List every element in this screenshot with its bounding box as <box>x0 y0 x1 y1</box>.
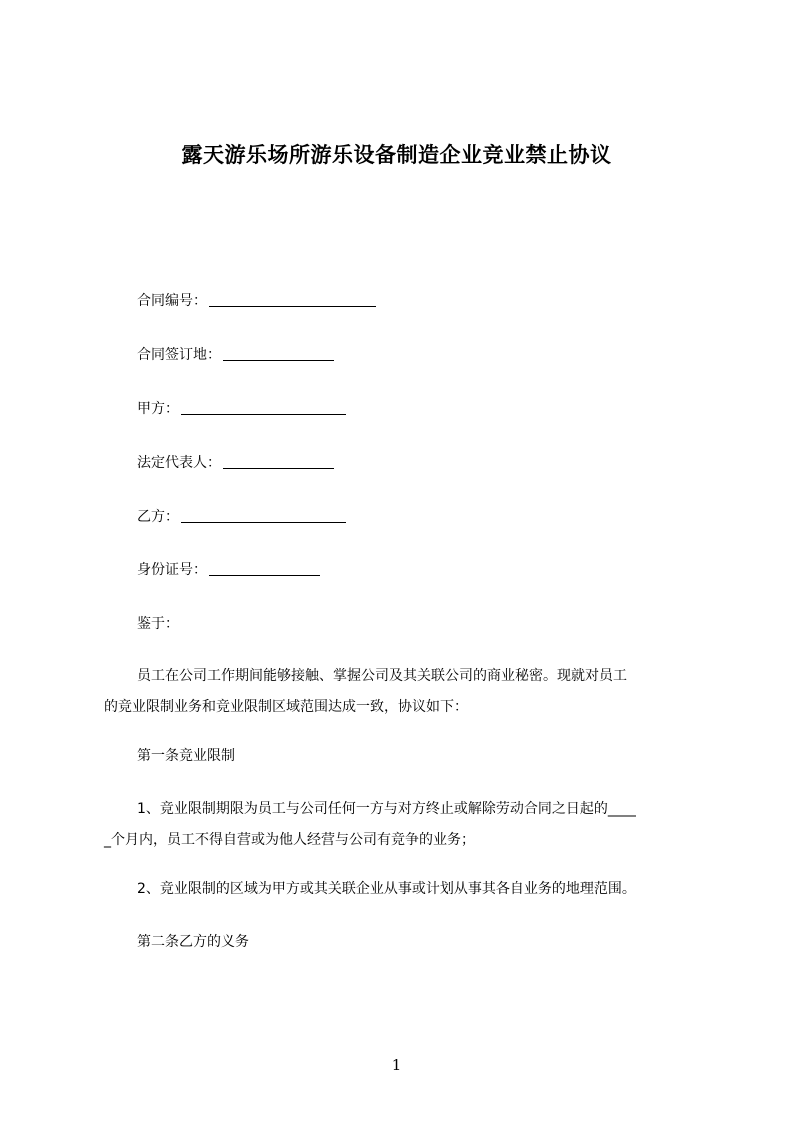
party-a-blank <box>181 400 346 415</box>
clause-1-line-1: 1、竞业限制期限为员工与公司任何一方与对方终止或解除劳动合同之日起的____ <box>137 801 636 817</box>
contract-place-field <box>137 345 334 365</box>
clause-1-line-2: _个月内，员工不得自营或为他人经营与公司有竞争的业务； <box>104 832 475 848</box>
article-1-clause-1 <box>104 799 704 850</box>
legal-representative-field <box>137 453 334 473</box>
id-number-field <box>137 560 320 580</box>
page-number: 1 <box>391 1056 402 1074</box>
legal-representative-blank <box>223 454 334 469</box>
party-b-label: 乙方： <box>137 509 179 525</box>
contract-number-blank <box>209 292 376 307</box>
party-a-field <box>137 399 346 419</box>
legal-representative-label: 法定代表人： <box>137 455 221 471</box>
intro-paragraph <box>104 666 704 717</box>
id-number-label: 身份证号： <box>137 562 207 578</box>
intro-line-2: 的竞业限制业务和竞业限制区域范围达成一致，协议如下： <box>104 699 468 715</box>
contract-number-label: 合同编号： <box>137 293 207 309</box>
document-title: 露天游乐场所游乐设备制造企业竞业禁止协议 <box>181 143 612 167</box>
article-2-heading: 第二条乙方的义务 <box>137 934 249 950</box>
party-a-label: 甲方： <box>137 401 179 417</box>
article-1-clause-2: 2、竞业限制的区域为甲方或其关联企业从事或计划从事其各自业务的地理范围。 <box>137 881 636 897</box>
contract-number-field <box>137 291 376 311</box>
article-1-heading: 第一条竞业限制 <box>137 748 235 764</box>
party-b-blank <box>181 508 346 523</box>
contract-place-blank <box>223 346 334 361</box>
id-number-blank <box>209 561 320 576</box>
whereas-label: 鉴于： <box>137 616 179 632</box>
party-b-field <box>137 507 346 527</box>
contract-place-label: 合同签订地： <box>137 347 221 363</box>
intro-line-1: 员工在公司工作期间能够接触、掌握公司及其关联公司的商业秘密。现就对员工 <box>137 668 627 684</box>
